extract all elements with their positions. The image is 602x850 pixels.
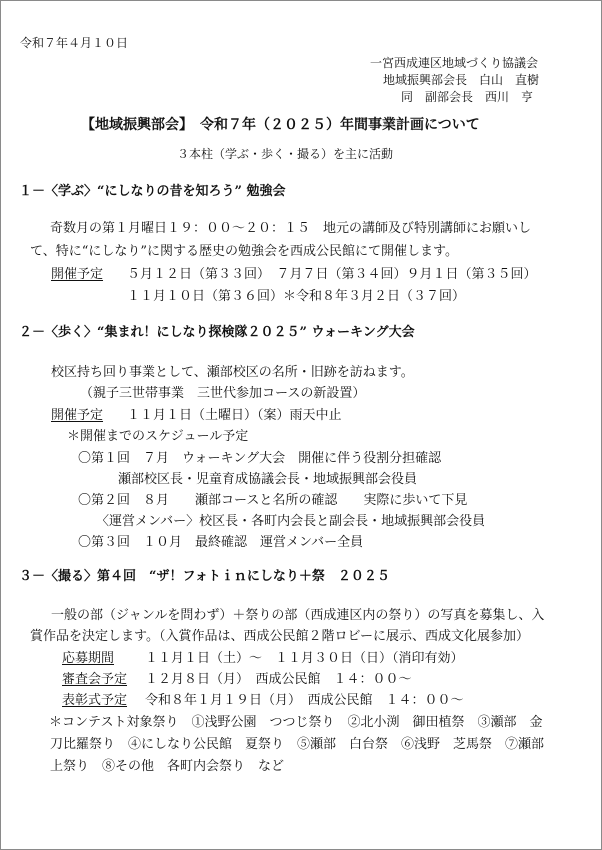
section3-targets-line1: ＊コンテスト対象祭り ①浅野公園 つつじ祭り ②北小渕 御田植祭 ③瀬部 金 <box>49 715 543 730</box>
document-subtitle: ３本柱（学ぶ・歩く・撮る）を主に活動 <box>177 147 394 161</box>
section3-period-value: １１月１日（土）～ １１月３０日（日）（消印有効） <box>145 651 464 666</box>
section3-targets-line2: 刀比羅祭り ④にしなり公民館 夏祭り ⑤瀬部 白台祭 ⑥浅野 芝馬祭 ⑦瀬部 <box>50 737 545 752</box>
section2-meeting1-line2: 瀬部校区長・児童育成協議会長・地域振興部会役員 <box>118 472 418 487</box>
section3-body-line1: 一般の部（ジャンルを問わず）＋祭りの部（西成連区内の祭り）の写真を募集し、入 <box>51 608 545 623</box>
section1-schedule-label: 開催予定 <box>51 267 104 282</box>
section1-body-line2: て、特に“にしなり”に関する歴史の勉強会を西成公民館にて開催します。 <box>30 244 458 259</box>
section3-targets-line3: 上祭り ⑧その他 各町内会祭り など <box>50 759 285 774</box>
section2-body-line1: 校区持ち回り事業として、瀬部校区の名所・旧跡を訪ねます。 <box>51 365 414 380</box>
section3-heading: ３－〈撮る〉第４回 “ザ！フォトｉｎにしなり＋祭 ２０２５ <box>19 569 390 584</box>
section2-body-line2: （親子三世帯事業 三世代参加コースの新設置） <box>80 386 366 401</box>
section2-schedule-label: 開催予定 <box>51 408 104 423</box>
section1-schedule-line2: １１月１０日（第３６回）＊令和８年３月２日（３７回） <box>127 289 466 304</box>
section2-schedule-value: １１月１日（土曜日）（案）雨天中止 <box>127 408 342 423</box>
section3-judging-label: 審査会予定 <box>62 672 128 687</box>
vice-chair-name: 同 副部会長 西川 亨 <box>401 90 534 104</box>
org-name: 一宮西成連区地域づくり協議会 <box>370 56 539 70</box>
section2-meeting2-line2: 〈運営メンバー〉校区長・各町内会長と副会長・地域振興部会役員 <box>96 514 486 529</box>
section3-award-value: 令和８年１月１９日（月） 西成公民館 １４：００～ <box>145 693 464 708</box>
section2-meeting3: 〇第３回 １０月 最終確認 運営メンバー全員 <box>78 535 364 550</box>
section2-meeting1-line1: 〇第１回 ７月 ウォーキング大会 開催に伴う役割分担確認 <box>78 451 442 466</box>
section3-judging-value: １２月８日（月） 西成公民館 １４：００～ <box>145 672 412 687</box>
section1-schedule-line1: ５月１２日（第３３回） ７月７日（第３４回）９月１日（第３５回） <box>127 267 537 282</box>
section3-award-label: 表彰式予定 <box>62 693 128 708</box>
document-date: 令和７年４月１０日 <box>20 36 129 50</box>
chair-name: 地域振興部会長 白山 直樹 <box>383 73 540 87</box>
section1-body-line1: 奇数月の第１月曜日１９：００～２０：１５ 地元の講師及び特別講師にお願いし <box>50 221 532 236</box>
section2-meeting2-line1: 〇第２回 ８月 瀬部コースと名所の確認 実際に歩いて下見 <box>78 493 468 508</box>
section1-heading: １－〈学ぶ〉“にしなりの昔を知ろう” 勉強会 <box>19 184 286 199</box>
section2-heading: ２－〈歩く〉“集まれ！にしなり探検隊２０２５” ウォーキング大会 <box>19 325 415 340</box>
section3-body-line2: 賞作品を決定します。（入賞作品は、西成公民館２階ロビーに展示、西成文化展参加） <box>30 629 529 644</box>
section2-plan-note: ＊開催までのスケジュール予定 <box>67 429 249 444</box>
document-title: 【地域振興部会】 令和７年（２０２５）年間事業計画について <box>81 117 480 133</box>
section3-period-label: 応募期間 <box>62 651 115 666</box>
